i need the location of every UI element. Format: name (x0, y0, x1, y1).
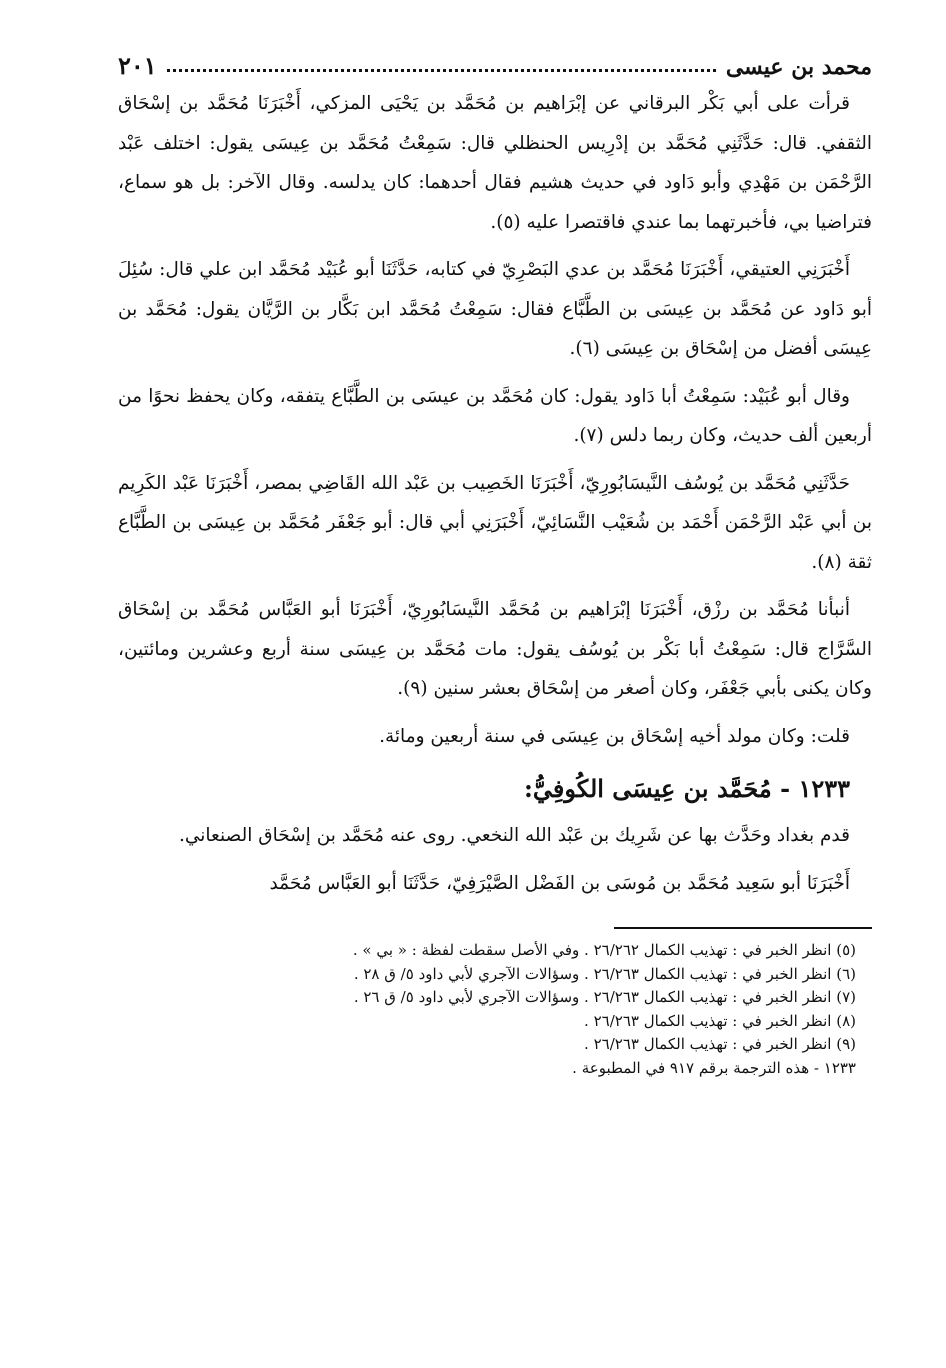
entry-heading: ١٢٣٣ - مُحَمَّد بن عِيسَى الكُوفِيُّ: (523, 774, 850, 803)
footnote: ١٢٣٣ - هذه الترجمة برقم ٩١٧ في المطبوعة . (572, 1058, 856, 1077)
footnote: (٨) انظر الخبر في : تهذيب الكمال ٢٦/٢٦٣ . (584, 1011, 856, 1030)
footnotes (118, 939, 872, 1080)
paragraph: قلت: وكان مولد أخيه إسْحَاق بن عِيسَى في سنة أربعين ومائة. (379, 725, 850, 747)
page-number: ٢٠١ (118, 51, 157, 80)
entry-paragraph: قدم بغداد وحَدَّث بها عن شَرِيك بن عَبْد الله النخعي. روى عنه مُحَمَّد بن إسْحَاق الصنعاني. (178, 825, 850, 846)
entry-paragraph: أَخْبَرَنَا أبو سَعِيد مُحَمَّد بن مُوسَى بن الفَضْل الصَّيْرَفِيّ، حَدَّثَنَا أبو العَبَّاس مُحَمَّد (269, 872, 850, 894)
footnote: (٦) انظر الخبر في : تهذيب الكمال ٢٦/٢٦٣ . وسؤالات الآجري لأبي داود ٥/ ق ٢٨ . (353, 964, 856, 983)
footnote: (٥) انظر الخبر في : تهذيب الكمال ٢٦/٢٦٢ . وفي الأصل سقطت لفظة : « بي » . (352, 941, 856, 959)
paragraph: أَخْبَرَنِي العتيقي، أَخْبَرَنَا مُحَمَّد بن عدي البَصْرِيّ في كتابه، حَدَّثَنَا أبو عُبَيْد مُحَمَّد ابن علي قال: سُئِلَ أبو دَاود عن مُحَمَّد بن عِيسَى بن الطَّبَّاع فقال: سَمِعْتُ مُحَمَّد ابن بَكَّار بن الرَّيَّان يقول: مُحَمَّد بن عِيسَى أفضل من إسْحَاق بن عِيسَى (٦). (118, 259, 872, 359)
running-header (118, 40, 872, 80)
book-page (118, 40, 872, 1340)
paragraph: وقال أبو عُبَيْد: سَمِعْتُ أبا دَاود يقول: كان مُحَمَّد بن عيسَى بن الطَّبَّاع يتفقه، وكان يحفظ نحوًا من أربعين ألف حديث، وكان ربما دلس (٧). (118, 385, 872, 446)
leader-dots (167, 69, 716, 72)
footnote: (٩) انظر الخبر في : تهذيب الكمال ٢٦/٢٦٣ . (584, 1035, 856, 1053)
paragraph: أنبأنا مُحَمَّد بن رزْق، أَخْبَرَنَا إبْرَاهيم بن مُحَمَّد النَّيسَابُورِيّ، أَخْبَرَنَا أبو العَبَّاس مُحَمَّد بن إسْحَاق السَّرَّاج قال: سَمِعْتُ أبا بَكْر بن يُوسُف يقول: مات مُحَمَّد بن عِيسَى سنة أربع وعشرين ومائتين، وكان يكنى بأبي جَعْفَر، وكان أصغر من إسْحَاق بعشر سنين (٩). (118, 599, 872, 699)
running-title: محمد بن عيسى (725, 54, 872, 80)
footnote-separator (614, 927, 872, 929)
footnote: (٧) انظر الخبر في : تهذيب الكمال ٢٦/٢٦٣ . وسؤالات الآجري لأبي داود ٥/ ق ٢٦ . (353, 988, 856, 1006)
main-text (118, 84, 872, 903)
paragraph: قرأت على أبي بَكْر البرقاني عن إبْرَاهيم بن مُحَمَّد بن يَحْيَى المزكي، أَخْبَرَنَا مُحَمَّد بن إسْحَاق الثقفي. قال: حَدَّثَنِي مُحَمَّد بن إدْرِيس الحنظلي قال: سَمِعْتُ مُحَمَّد بن عِيسَى يقول: اختلف عَبْد الرَّحْمَن بن مَهْدِي وأبو دَاود في حديث هشيم فقال أحدهما: كان يدلسه. وقال الآخر: بل هو سماع، فتراضيا بي، فأخبرتهما بما عندي فاقتصرا عليه (٥). (118, 93, 872, 233)
paragraph: حَدَّثَنِي مُحَمَّد بن يُوسُف النَّيسَابُورِيّ، أَخْبَرَنَا الخَصِيب بن عَبْد الله القَاضِي بمصر، أَخْبَرَنَا عَبْد الكَرِيم بن أبي عَبْد الرَّحْمَن أَحْمَد بن شُعَيْب النَّسَائِيّ، أَخْبَرَنِي أبي قال: أبو جَعْفَر مُحَمَّد بن عِيسَى بن الطَّبَّاع ثقة (٨). (118, 472, 872, 573)
